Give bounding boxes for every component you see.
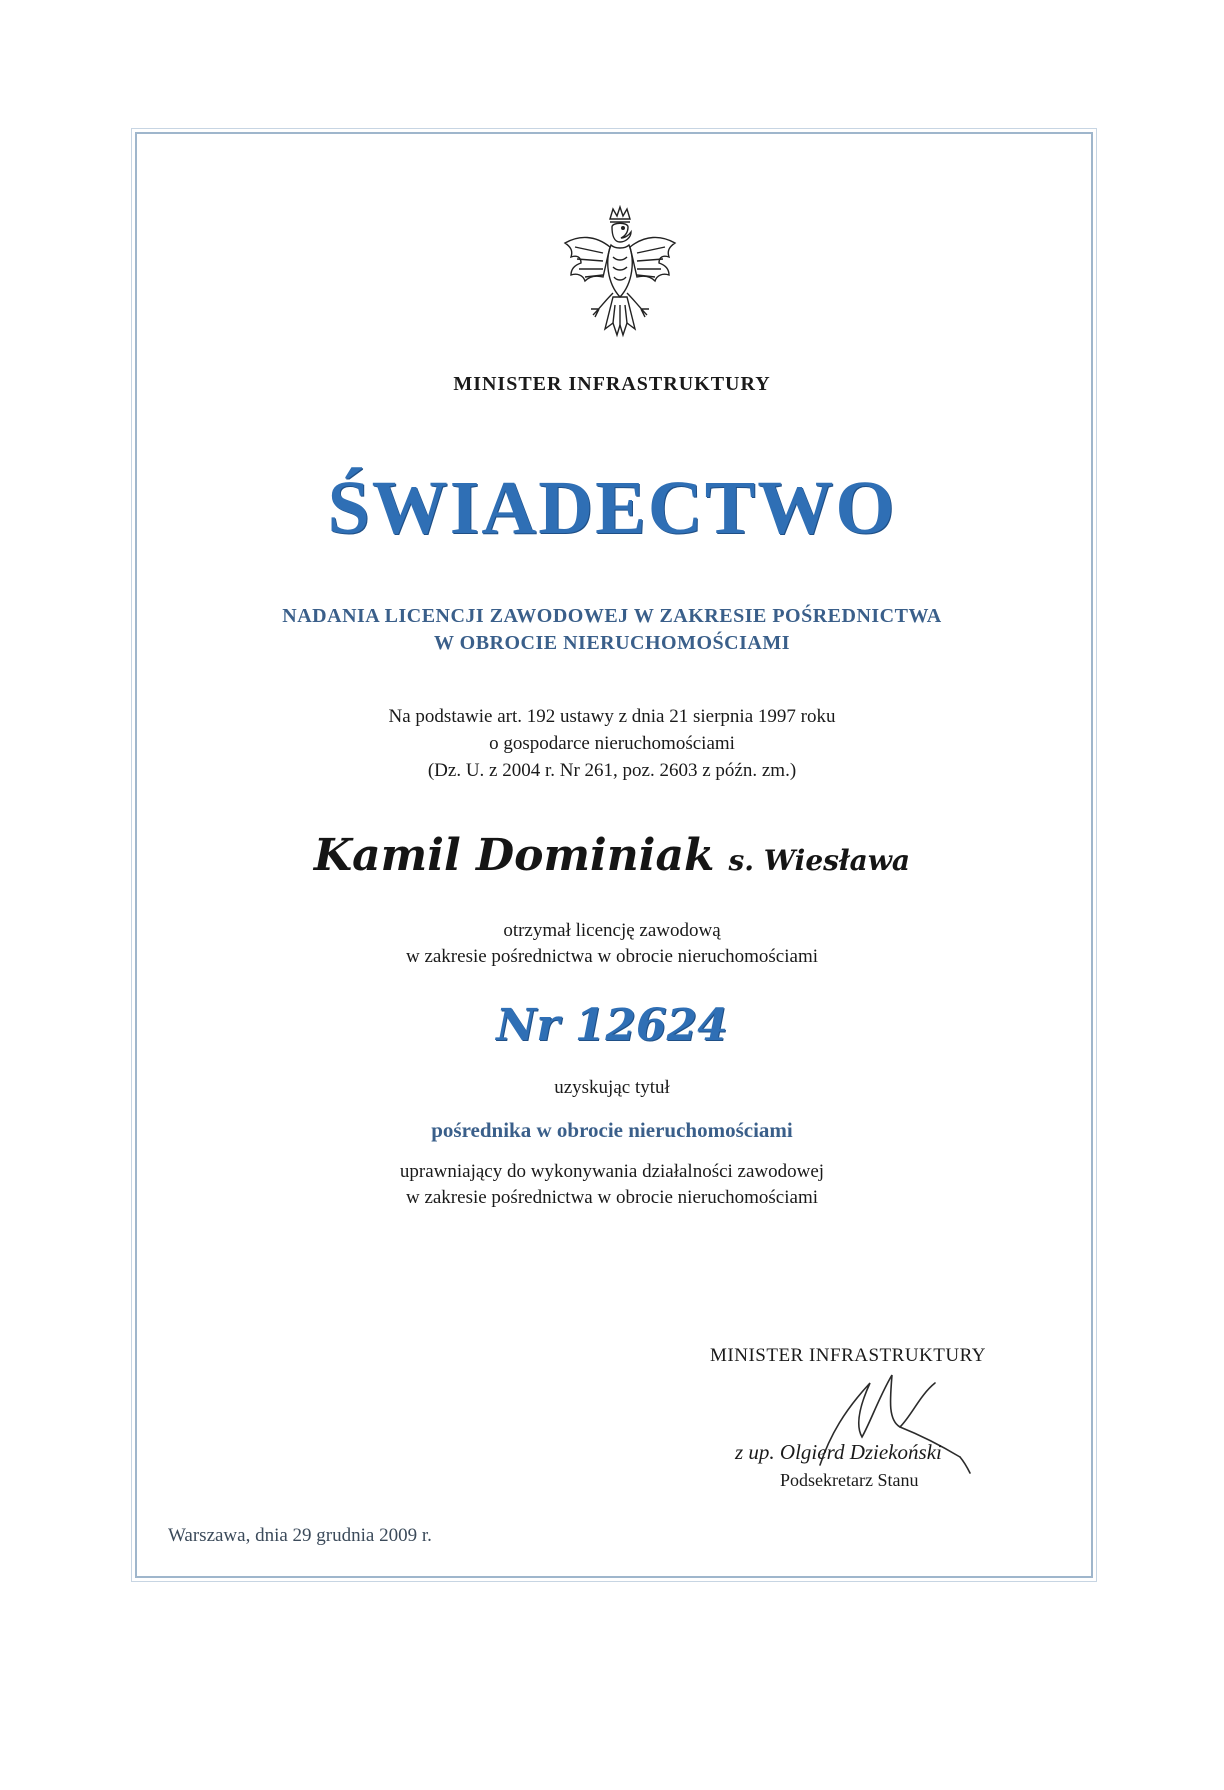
obtaining-title: uzyskując tytuł bbox=[554, 1077, 670, 1098]
received-line-1: otrzymał licencję zawodową bbox=[503, 920, 721, 941]
entitling-line-1: uprawniający do wykonywania działalności zawodowej bbox=[399, 1161, 825, 1182]
license-number: Nr 12624 bbox=[496, 1000, 728, 1051]
received-line-2: w zakresie pośrednictwa w obrocie nieruchomościami bbox=[405, 946, 819, 967]
subtitle-line-2: W OBROCIE NIERUCHOMOŚCIAMI bbox=[434, 632, 790, 654]
subtitle-line-1: NADANIA LICENCJI ZAWODOWEJ W ZAKRESIE POŚREDNICTWA bbox=[282, 605, 942, 627]
certificate-title: ŚWIADECTWO bbox=[327, 466, 897, 550]
signatory-role: Podsekretarz Stanu bbox=[780, 1470, 919, 1490]
issuer-heading: MINISTER INFRASTRUKTURY bbox=[453, 373, 771, 395]
profession-title: pośrednika w obrocie nieruchomościami bbox=[431, 1118, 793, 1142]
legal-basis-line-1: Na podstawie art. 192 ustawy z dnia 21 sierpnia 1997 roku bbox=[388, 706, 836, 727]
holder-name-line bbox=[0, 830, 1224, 881]
entitling-line-2: w zakresie pośrednictwa w obrocie nieruchomościami bbox=[405, 1187, 819, 1208]
signatory-proxy: z up. Olgierd Dziekoński bbox=[735, 1440, 942, 1464]
polish-eagle-emblem-icon bbox=[555, 205, 685, 355]
holder-patronymic: s. Wiesława bbox=[728, 844, 911, 877]
holder-name: Kamil Dominiak bbox=[313, 830, 715, 881]
signatory-office: MINISTER INFRASTRUKTURY bbox=[710, 1345, 986, 1366]
legal-basis-line-2: o gospodarce nieruchomościami bbox=[489, 733, 735, 754]
place-and-date: Warszawa, dnia 29 grudnia 2009 r. bbox=[168, 1525, 432, 1546]
legal-basis-line-3: (Dz. U. z 2004 r. Nr 261, poz. 2603 z późn. zm.) bbox=[427, 760, 797, 781]
